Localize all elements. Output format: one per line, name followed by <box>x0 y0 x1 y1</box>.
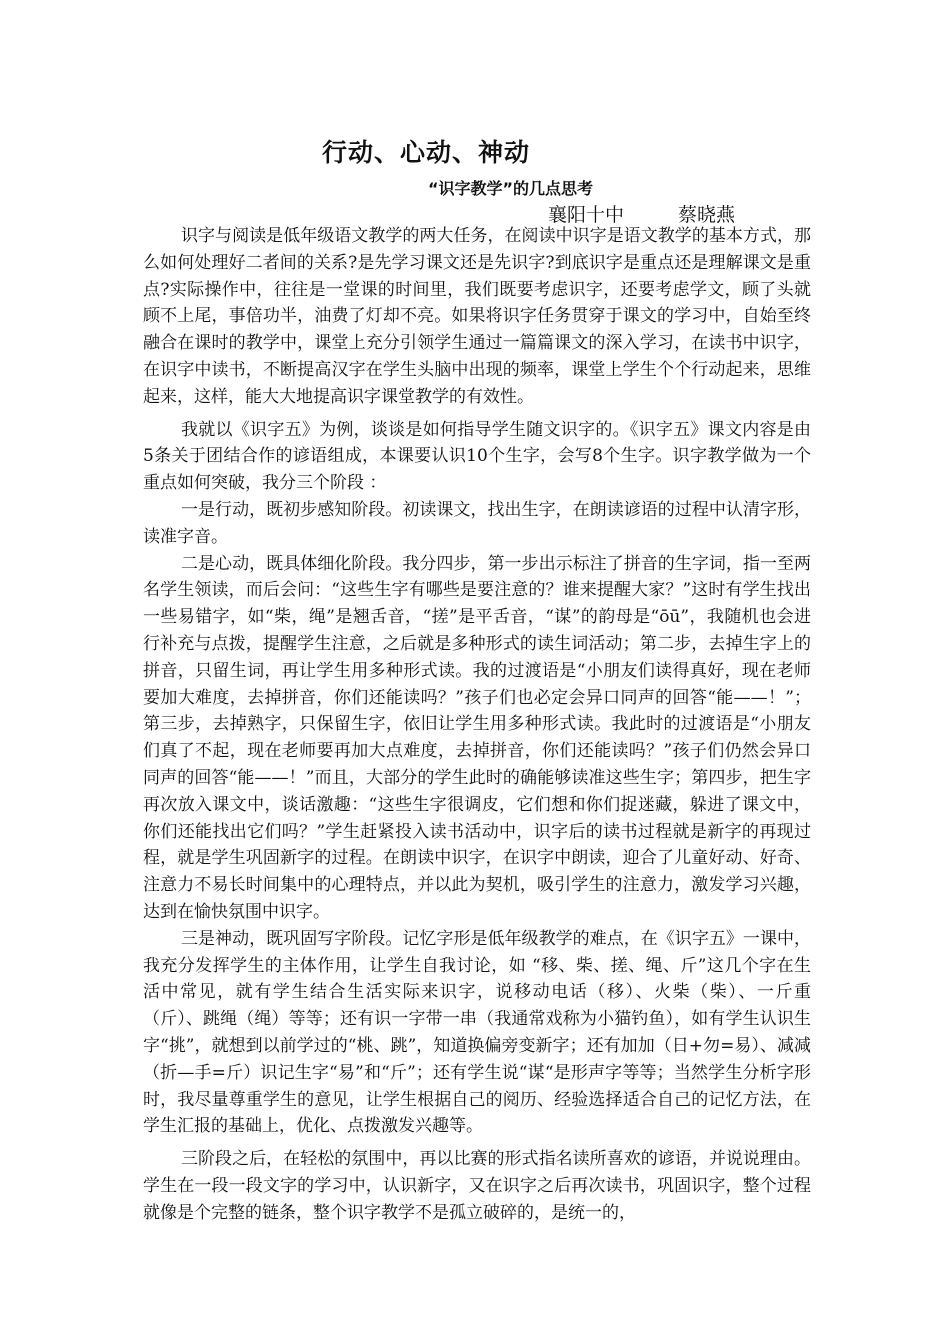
body-text <box>143 223 811 1226</box>
paragraph: 一是行动，既初步感知阶段。初读课文，找出生字，在朗读谚语的过程中认清字形，读准字音。 <box>143 499 811 547</box>
paragraph: 我就以《识字五》为例，谈谈是如何指导学生随文识字的。《识字五》课文内容是由5条关于团结合作的谚语组成，本课要认识10个生字，会写8个生字。识字教学做为一个重点如何突破，我分三个阶段 ： <box>143 419 811 494</box>
paragraph: 二是心动，既具体细化阶段。我分四步，第一步出示标注了拼音的生字词，指一至两名学生领读，而后会问：“这些生字有哪些是要注意的？谁来提醒大家？”这时有学生找出一些易错字，如“柴，绳”是翘舌音，“搓”是平舌音，“谋”的韵母是“ōū”，我随机也会进行补充与点拨，提醒学生注意，之后就是多种形式的读生词活动；第二步，去掉生字上的拼音，只留生词，再让学生用多种形式读。我的过渡语是“小朋友们读得真好，现在老师要加大难度，去掉拼音，你们还能读吗？”孩子们也必定会异口同声的回答“能——！”；第三步，去掉熟字，只保留生字，依旧让学生用多种形式读。我此时的过渡语是“小朋友们真了不起，现在老师要再加大点难度，去掉拼音，你们还能读吗？”孩子们仍然会异口同声的回答“能——！”而且，大部分的学生此时的确能够读准这些生字；第四步，把生字再次放入课文中，谈话激趣：“这些生字很调皮，它们想和你们捉迷藏，躲进了课文中，你们还能找出它们吗？”学生赶紧投入读书活动中，识字后的读书过程就是新字的再现过程，就是学生巩固新字的过程。在朗读中识字，在识字中朗读，迎合了儿童好动、好奇、注意力不易长时间集中的心理特点，并以此为契机，吸引学生的注意力，激发学习兴趣，达到在愉快氛围中识字。 <box>143 553 811 922</box>
school-name: 襄阳十中 <box>548 204 625 226</box>
paragraph: 识字与阅读是低年级语文教学的两大任务，在阅读中识字是语文教学的基本方式，那么如何处理好二者间的关系?是先学习课文还是先识字?到底识字是重点还是理解课文是重点?实际操作中，往往是一堂课的时间里，我们既要考虑识字，还要考虑学文，顾了头就顾不上尾，事倍功半，油费了灯却不亮。如果将识字任务贯穿于课文的学习中，自始至终融合在课时的教学中，课堂上充分引领学生通过一篇篇课文的深入学习，在读书中识字，在识字中读书，不断提高汉字在学生头脑中出现的频率，课堂上学生个个行动起来，思维起来，这样，能大大地提高识字课堂教学的有效性。 <box>143 226 811 407</box>
paragraph: 三阶段之后，在轻松的氛围中，再以比赛的形式指名读所喜欢的谚语，并说说理由。学生在一段一段文字的学习中，认识新字，又在识字之后再次读书，巩固识字，整个过程就像是个完整的链条，整个识字教学不是孤立破碎的，是统一的， <box>143 1149 811 1223</box>
author-name: 蔡晓燕 <box>678 204 736 226</box>
document-title: 行动、心动、神动 <box>322 138 531 167</box>
paragraph: 三是神动，既巩固写字阶段。记忆字形是低年级教学的难点，在《识字五》一课中，我充分发挥学生的主体作用，让学生自我讨论，如 “移、柴、搓、绳、斤”这几个字在生活中常见，就有学生结合生活实际来识字，说移动电话（移）、火柴（柴）、一斤重（斤）、跳绳（绳）等等；还有识一字带一串（我通常戏称为小猫钓鱼），如有学生认识生字“挑”，就想到以前学过的“桃、跳”，知道换偏旁变新字；还有加加（日+勿=易）、减减（折—手=斤）识记生字“易”和“斤”；还有学生说“谋“是形声字等等；当然学生分析字形时，我尽量尊重学生的意见，让学生根据自己的阅历、经验选择适合自己的记忆方法，在学生汇报的基础上，优化、点拨激发兴趣等。 <box>143 928 811 1137</box>
document-subtitle: “识字教学”的几点思考 <box>428 179 594 198</box>
